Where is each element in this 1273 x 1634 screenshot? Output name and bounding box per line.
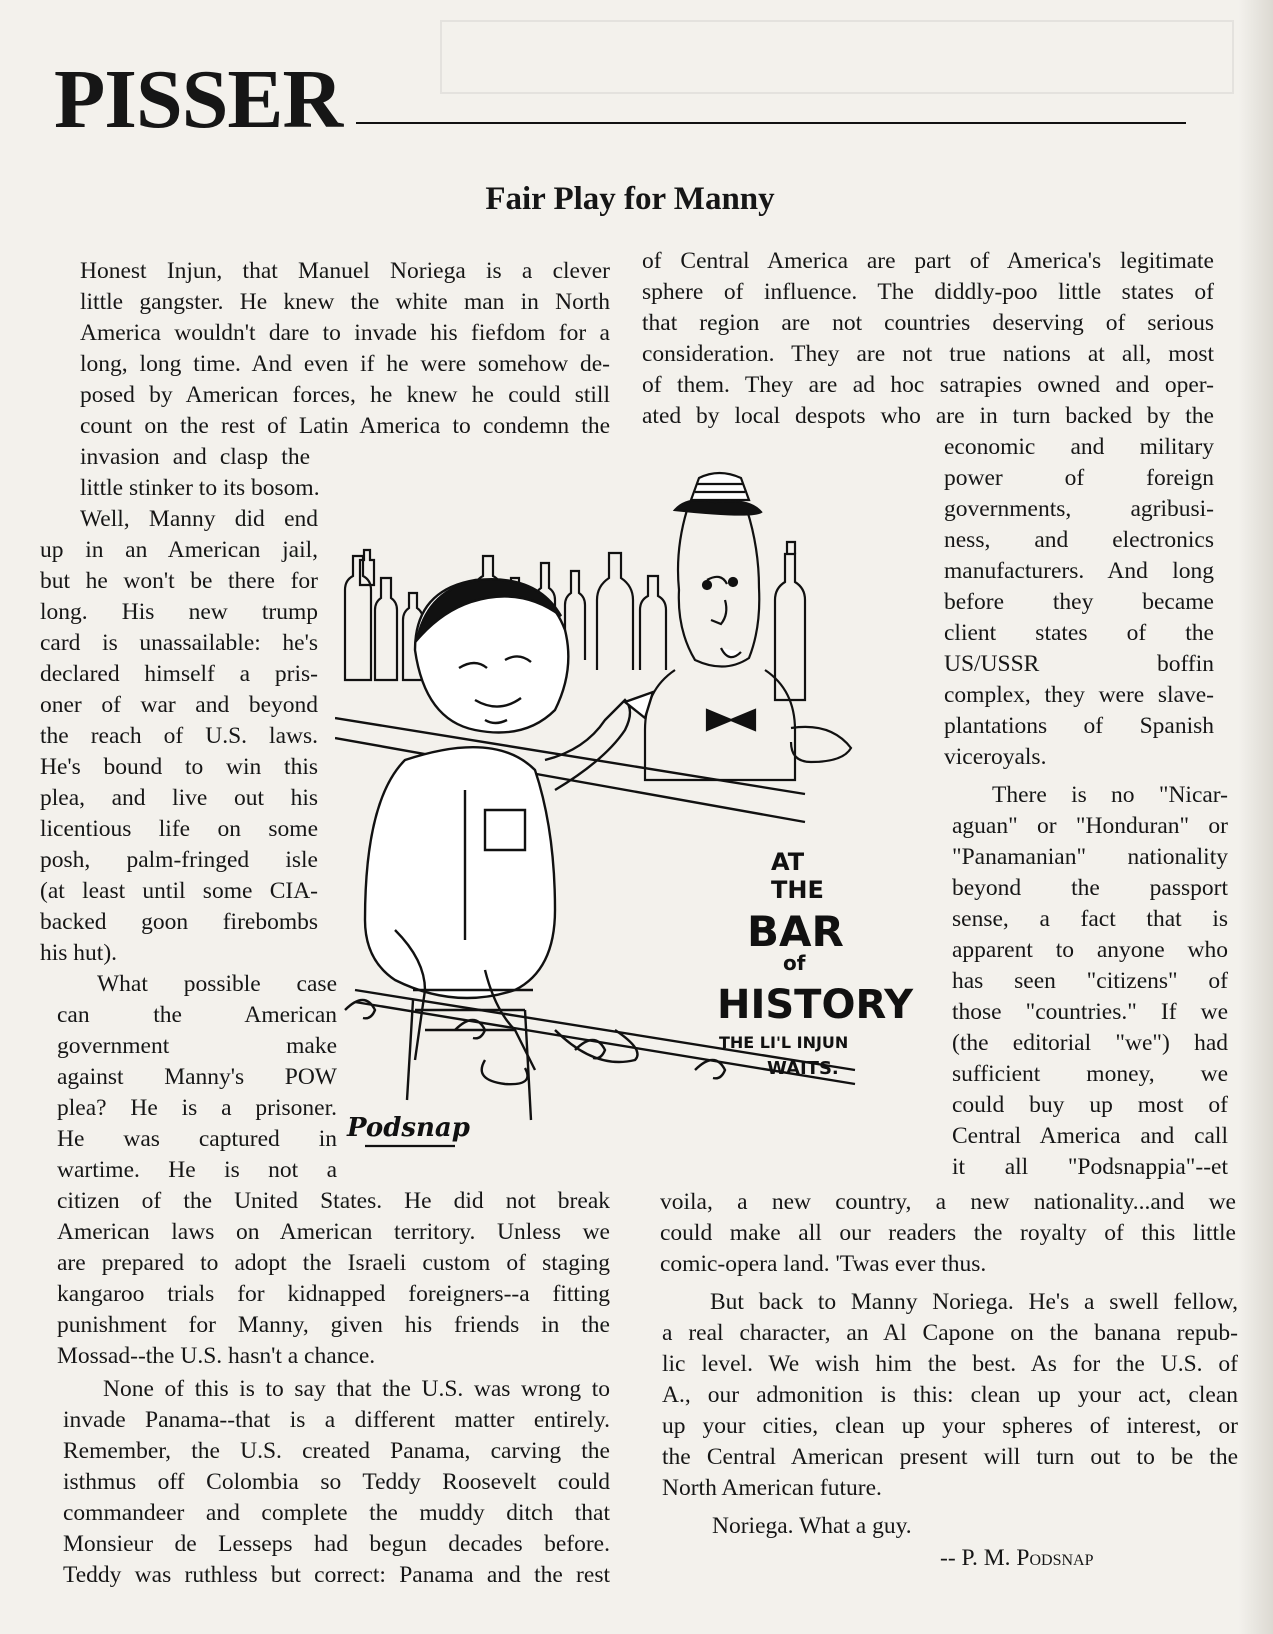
- bottle-shelf-icon: [345, 542, 805, 700]
- masthead-rule: [356, 122, 1186, 124]
- svg-text:Podsnap: Podsnap: [347, 1113, 470, 1143]
- svg-text:of: of: [783, 951, 806, 975]
- noriega-figure: [365, 579, 653, 1120]
- svg-text:AT: AT: [771, 848, 805, 876]
- paragraph-3: What possible case can the American government make against Manny's POW plea? He is a prisoner. He was captured in wartime. He is not a citizen of the United States. He did not break American laws on American territory. Unless we are prepared to adopt the Israeli custom of staging kangaroo trials for kidnapped foreigners--a fitting punishment for Manny, given his friends in the Mossad--the U.S. hasn't a chance.: [57, 971, 610, 1369]
- byline: -- P. M. Podsnap: [940, 1545, 1094, 1571]
- paragraph-4: None of this is to say that the U.S. was wrong to invade Panama--that is a different matter entirely. Remember, the U.S. created Panama, carving the isthmus off Colombia so Teddy Roosevelt could commandeer and complete the muddy ditch that Monsieur de Lesseps had begun decades before. Teddy was ruthless but correct: Panama and the rest: [63, 1376, 610, 1588]
- paragraph-6b: voila, a new country, a new nationality...and we could make all our readers the royalty of this little comic-opera land. 'Twas ever thus.: [660, 1189, 1236, 1277]
- paragraph-7: But back to Manny Noriega. He's a swell fellow, a real character, an Al Capone on the banana repub- lic level. We wish him the best. As for the U.S. of A., our admonition is this: clean up your act, clean up your cities, clean up your spheres of interest, or the Central American present will turn out to be the North American future.: [662, 1289, 1238, 1501]
- paragraph-8: Noriega. What a guy.: [712, 1513, 912, 1539]
- section-masthead: PISSER: [54, 53, 343, 146]
- svg-text:HISTORY: HISTORY: [717, 982, 914, 1028]
- article-headline: Fair Play for Manny: [485, 181, 775, 217]
- svg-text:WAITS.: WAITS.: [767, 1058, 839, 1079]
- bleed-through-box: [440, 20, 1234, 94]
- svg-text:THE: THE: [771, 876, 824, 904]
- paragraph-5: of Central America are part of America's legitimate sphere of influence. The diddly-poo little states of that region are not countries deserving of serious consideration. They are not true nations at all, most of them. They are ad hoc satrapies owned and oper- ated by local despots who are in turn backed by the economic and military power of foreign governments, agribusi- ness, and electronics manufacturers. And long before they became client states of the US/USSR boffin complex, they were slave- plantations of Spanish viceroyals.: [642, 248, 1214, 770]
- paragraph-6a: There is no "Nicar- aguan" or "Honduran" or "Panamanian" nationality beyond the passport sense, a fact that is apparent to anyone who has seen "citizens" of those "countries." If we (the editorial "we") had sufficient money, we could buy up most of Central America and call it all "Podsnappia"--et: [952, 782, 1228, 1180]
- bartender-figure: [645, 473, 851, 780]
- page-edge-shadow: [1239, 0, 1273, 1634]
- paragraph-2: Well, Manny did end up in an American jail, but he won't be there for long. His new trump card is unassailable: he's declared himself a pris- oner of war and beyond the reach of U.S. laws. He's bound to win this plea, and live out his licentious life on some posh, palm-fringed isle (at least until some CIA- backed goon firebombs his hut).: [40, 506, 318, 966]
- svg-text:THE LI'L INJUN: THE LI'L INJUN: [719, 1033, 849, 1052]
- editorial-cartoon: [335, 470, 935, 1160]
- paragraph-1: Honest Injun, that Manuel Noriega is a clever little gangster. He knew the white man in North America wouldn't dare to invade his fiefdom for a long, long time. And even if he were somehow de- posed by American forces, he knew he could still count on the rest of Latin America to condemn the invasion and clasp the little stinker to its bosom.: [80, 258, 610, 501]
- svg-text:BAR: BAR: [747, 907, 844, 956]
